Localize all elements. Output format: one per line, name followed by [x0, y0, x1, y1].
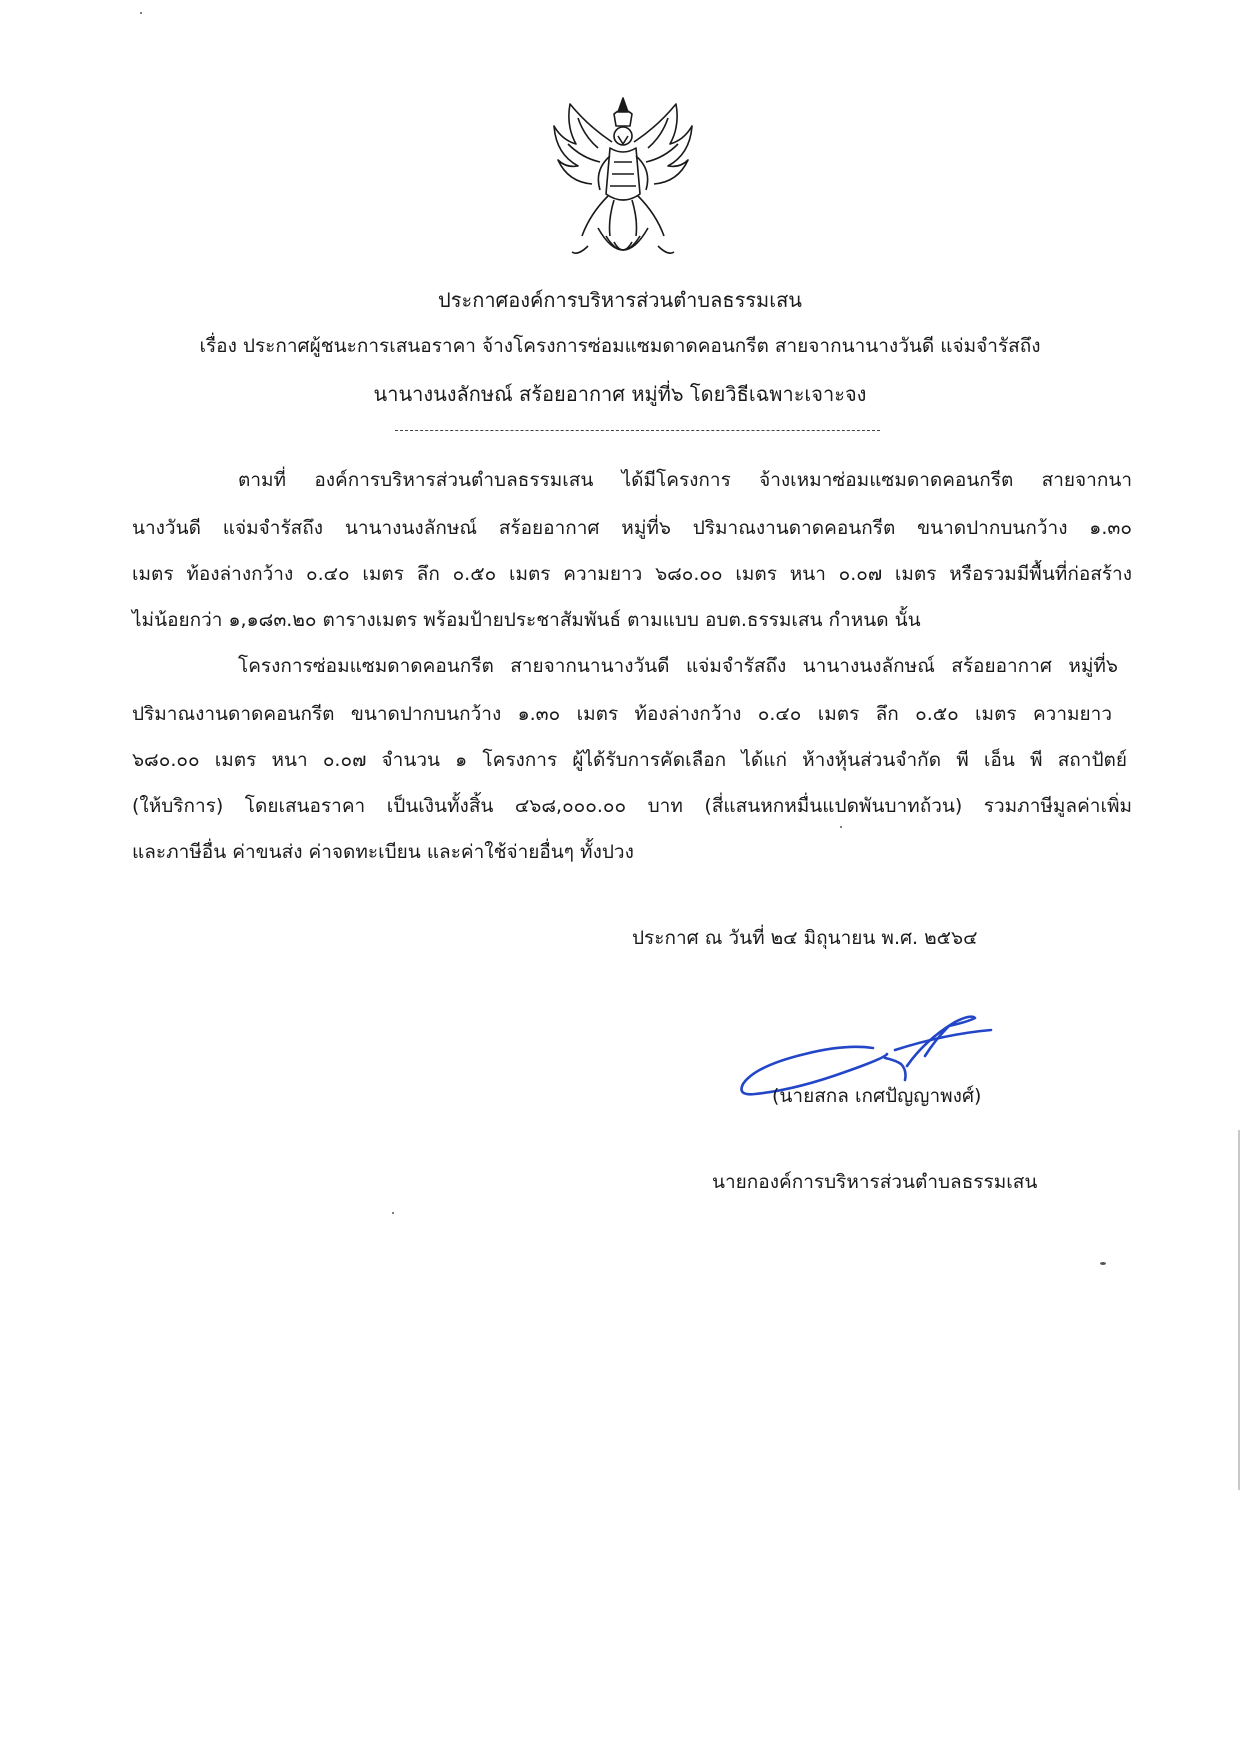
subject-line-2: นานางนงลักษณ์ สร้อยอากาศ หมู่ที่๖ โดยวิธีเฉพาะเจาะจง	[373, 382, 867, 406]
paragraph-2-line-5: และภาษีอื่น ค่าขนส่ง ค่าจดทะเบียน และค่าใช้จ่ายอื่นๆ ทั้งปวง	[132, 841, 634, 863]
org-title: ประกาศองค์การบริหารส่วนตำบลธรรมเสน	[438, 288, 802, 312]
subject-line-1: เรื่อง ประกาศผู้ชนะการเสนอราคา จ้างโครงการซ่อมแซมดาดคอนกรีต สายจากนานางวันดี แจ่มจำรัสถึง	[199, 335, 1041, 357]
scan-speck	[1100, 1262, 1106, 1265]
paragraph-1-line-2: นางวันดี แจ่มจำรัสถึง นานางนงลักษณ์ สร้อยอากาศ หมู่ที่๖ ปริมาณงานดาดคอนกรีต ขนาดปากบนกว้าง ๑.๓๐	[132, 517, 1132, 539]
paragraph-2-line-4: (ให้บริการ) โดยเสนอราคา เป็นเงินทั้งสิ้น ๔๖๘,๐๐๐.๐๐ บาท (สี่แสนหกหมื่นแปดพันบาทถ้วน) รวมภาษีมูลค่าเพิ่ม	[132, 795, 1132, 817]
separator-rule	[395, 430, 880, 431]
paragraph-2-line-1: โครงการซ่อมแซมดาดคอนกรีต สายจากนานางวันดี แจ่มจำรัสถึง นานางนงลักษณ์ สร้อยอากาศ หมู่ที่๖	[238, 655, 1118, 677]
scan-speck	[840, 826, 842, 828]
paragraph-2-line-3: ๖๘๐.๐๐ เมตร หนา ๐.๐๗ จำนวน ๑ โครงการ ผู้ได้รับการคัดเลือก ได้แก่ ห้างหุ้นส่วนจำกัด พี เอ็น พี สถาปัตย์	[132, 749, 1127, 771]
signer-name: (นายสกล เกศปัญญาพงศ์)	[772, 1085, 982, 1107]
paragraph-2-line-2: ปริมาณงานดาดคอนกรีต ขนาดปากบนกว้าง ๑.๓๐ เมตร ท้องล่างกว้าง ๐.๔๐ เมตร ลึก ๐.๕๐ เมตร ความยาว	[132, 703, 1112, 725]
scan-speck	[140, 12, 142, 14]
paragraph-1-line-3: เมตร ท้องล่างกว้าง ๐.๔๐ เมตร ลึก ๐.๕๐ เมตร ความยาว ๖๘๐.๐๐ เมตร หนา ๐.๐๗ เมตร หรือรวมมีพื้นที่ก่อสร้าง	[132, 563, 1132, 585]
paragraph-1-line-1: ตามที่ องค์การบริหารส่วนตำบลธรรมเสน ได้มีโครงการ จ้างเหมาซ่อมแซมดาดคอนกรีต สายจากนา	[238, 469, 1132, 491]
paragraph-1-line-4: ไม่น้อยกว่า ๑,๑๘๓.๒๐ ตารางเมตร พร้อมป้ายประชาสัมพันธ์ ตามแบบ อบต.ธรรมเสน กำหนด นั้น	[132, 609, 921, 631]
announcement-date: ประกาศ ณ วันที่ ๒๔ มิถุนายน พ.ศ. ๒๕๖๔	[632, 927, 978, 949]
scan-speck	[392, 1212, 394, 1214]
signer-title: นายกองค์การบริหารส่วนตำบลธรรมเสน	[712, 1171, 1038, 1193]
garuda-emblem-icon	[548, 96, 698, 271]
